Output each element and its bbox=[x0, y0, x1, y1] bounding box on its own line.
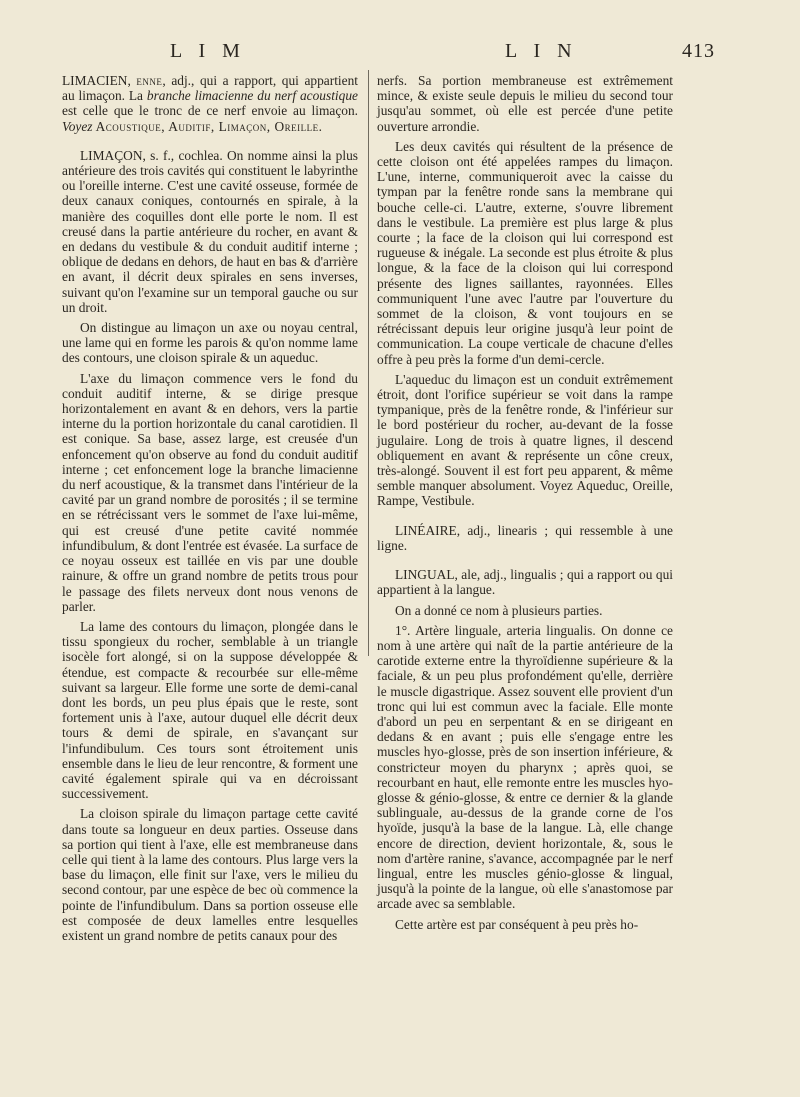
entry-text: LIMACIEN, bbox=[62, 73, 137, 88]
entry-text: Acoustique, Auditif, Limaçon, Oreille. bbox=[92, 118, 323, 134]
entry-limacon: LIMAÇON, s. f., cochlea. On nomme ainsi la plus antérieure des trois cavités qui constituent le labyrinthe ou l'oreille interne. C'est une cavité osseuse, formée de deux canaux coniques, contournés en spirale, à la manière des coquilles dont elle porte le nom. Il est creusé dans la partie antérieure du rocher, en avant & en dedans du vestibule & du conduit auditif interne ; oblique de dedans en dehors, de haut en bas & d'arrière en avant, il décrit deux spirales en sens inverses, suivant qu'on l'examine sur un temporal gauche ou sur un droit. bbox=[62, 147, 358, 315]
entry-text: , adj., qui a rapport, qui appartient au limaçon. La bbox=[62, 73, 358, 104]
paragraph: On distingue au limaçon un axe ou noyau central, une lame qui en forme les parois & qu'on nomme lame des contours, une cloison spirale & un aqueduc. bbox=[62, 320, 358, 366]
paragraph: L'aqueduc du limaçon est un conduit extrêmement étroit, dont l'orifice supérieur se voit dans la rampe tympanique, près de la fenêtre ronde, & l'inférieur sur le bord postérieur du rocher, au-devant de la fosse jugulaire. Long de trois à quatre lignes, il descend obliquement en avant & représente un cône creux, très-alongé. Souvent il est fort peu apparent, & même semble manquer absolument. Voyez Aqueduc, Oreille, Rampe, Vestibule. bbox=[377, 371, 673, 509]
entry-lineaire: LINÉAIRE, adj., linearis ; qui ressemble à une ligne. bbox=[377, 522, 673, 553]
paragraph: Cette artère est par conséquent à peu près ho- bbox=[395, 916, 639, 932]
running-header bbox=[0, 40, 800, 74]
paragraph: La lame des contours du limaçon, plongée dans le tissu spongieux du rocher, semblable à un triangle isocèle fort alongé, si on la suppose développée & étendue, est compacte & recourbée sur elle-même suivant sa largeur. Elle forme une sorte de demi-canal dont les bords, un peu plus épais que le reste, sont fortement unis à l'axe, autour duquel elle décrit deux tours & demi de spirale, en s'avançant sur l'infundibulum. Ces tours sont étroitement unis ensemble dans le lieu de leur rencontre, & forment une cavité également spirale qui va en décroissant successivement. bbox=[62, 618, 358, 802]
page-number: 413 bbox=[682, 40, 715, 62]
entry-text: enne bbox=[136, 73, 163, 88]
paragraph: La cloison spirale du limaçon partage cette cavité dans toute sa longueur en deux parties. Osseuse dans sa portion qui tient à l'axe, elle est membraneuse dans celle qui tient à la lame des contours. Plus large vers la base du limaçon, elle finit sur l'axe, vers le milieu du second contour, par une espèce de bec où commence la pointe de l'infundibulum. Dans sa portion osseuse elle est composée de deux lamelles entre lesquelles existent un grand nombre de petits canaux pour des bbox=[62, 806, 358, 943]
paragraph: L'axe du limaçon commence vers le fond du conduit auditif interne, & se dirige presque horizontalement en avant & en dehors, vers la partie interne du la portion horizontale du canal carotidien. Il est conique. Sa base, assez large, est creusée d'un enfoncement qu'on observe au fond du conduit auditif interne ; cet enfoncement loge la branche limacienne du nerf acoustique, & la transmet dans l'intérieur de la cavité par un grand nombre de porosités ; il se termine en se rétrécissant vers le sommet de l'axe lui-même, qui est creusé d'une petite cavité nommée infundibulum, & dont l'entrée est évasée. La surface de ce noyau osseux est taillée en vis par une double rainure, & offre un grand nombre de petits trous pour le passage des filets nerveux dont nous venons de parler. bbox=[62, 370, 358, 614]
left-column bbox=[62, 73, 358, 943]
entry-lingual: LINGUAL, ale, adj., lingualis ; qui a rapport ou qui appartient à la langue. bbox=[377, 567, 673, 598]
paragraph: Les deux cavités qui résultent de la présence de cette cloison ont été appelées rampes du limaçon. L'une, interne, communiqueroit avec la caisse du tympan par la fenêtre ronde sans la membrane qui bouche celle-ci. L'autre, externe, s'ouvre librement dans le vestibule. La première est plus large & plus courte ; la face de la cloison qui lui correspond est rugueuse & inégale. La seconde est plus étroite & plus longue, & la face de la cloison qui lui correspond présente des lignes saillantes, rayonnées. Elles communiquent l'une avec l'autre par l'ouverture du sommet de la cloison, & vont toujours en se rétrécissant depuis leur origine jusqu'à leur point de communication. La coupe verticale de chacune d'elles offre à peu près la forme d'un demi-cercle. bbox=[377, 138, 673, 367]
paragraph: 1°. Artère linguale, arteria lingualis. On donne ce nom à une artère qui naît de la partie antérieure de la carotide externe entre la thyroïdienne supérieure & la faciale, & un peu plus profondément qu'elle, derrière le muscle digastrique. Assez souvent elle provient d'un tronc qui lui est commun avec la faciale. Elle monte d'abord un peu en serpentant & en se dirigeant en dedans & en avant ; puis elle s'engage entre les muscles hyo-glosse, près de son insertion inférieure, & constricteur moyen du pharynx ; après quoi, se recourbant en haut, elle remonte entre les muscles hyo-glosse & génio-glosse, & entre ce dernier & la glande sublinguale, au-dessus de la grande corne de l'os hyoïde, jusqu'à la base de la langue. Là, elle change encore de direction, devient horizontale, &, sous le nom d'artère ranine, s'avance, accompagnée par le nerf lingual, entre les muscles génio-glosse & lingual, jusqu'à la pointe de la langue, où elle s'anastomose par arcade avec sa semblable. bbox=[377, 622, 673, 912]
entry-limacien bbox=[62, 73, 358, 134]
column-divider bbox=[368, 70, 369, 656]
header-left-guide-word: L I M bbox=[170, 40, 246, 62]
entry-text: Voyez bbox=[62, 118, 93, 134]
header-right-guide-word: L I N bbox=[505, 40, 578, 62]
entry-text: est celle que le tronc de ce nerf envoie au limaçon. bbox=[62, 103, 358, 119]
paragraph: On a donné ce nom à plusieurs parties. bbox=[395, 602, 603, 618]
right-column bbox=[377, 73, 673, 932]
entry-text: branche limacienne du nerf acoustique bbox=[146, 88, 358, 104]
paragraph: nerfs. Sa portion membraneuse est extrêmement mince, & existe seule depuis le milieu du second tour jusqu'au sommet, où elle est percée d'une petite ouverture arrondie. bbox=[377, 73, 673, 134]
